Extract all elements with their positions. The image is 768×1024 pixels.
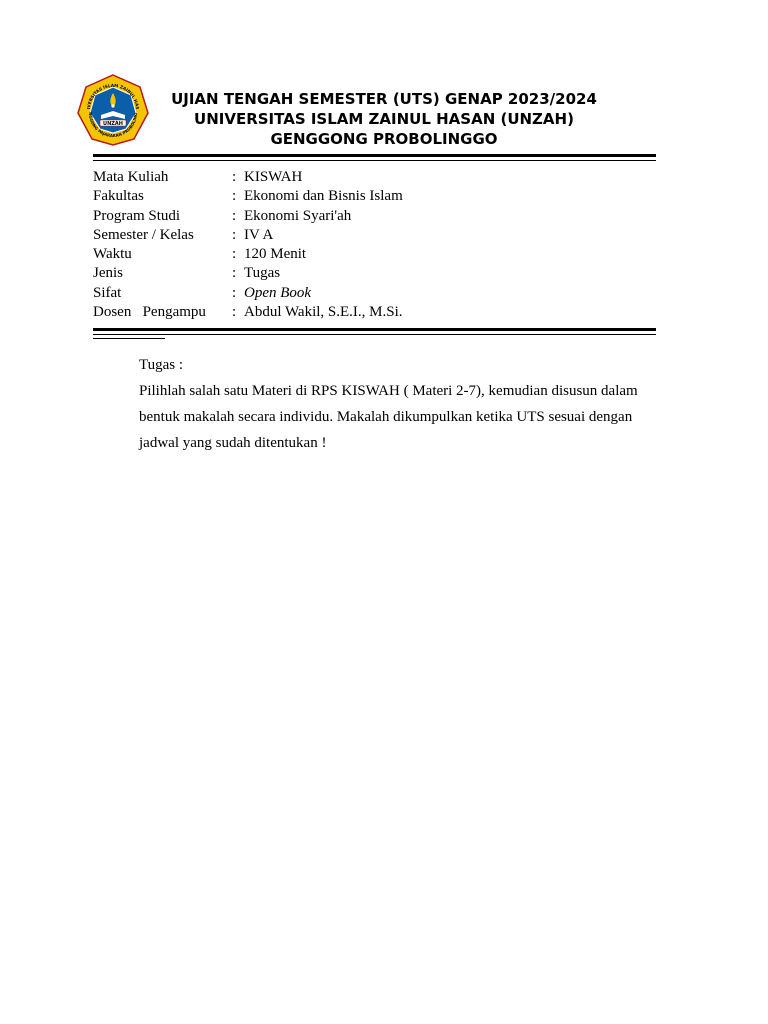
info-row bbox=[93, 207, 403, 226]
info-row bbox=[93, 284, 403, 303]
task-instructions bbox=[139, 352, 664, 456]
info-label: Program Studi bbox=[93, 207, 181, 224]
info-separator: : bbox=[232, 207, 237, 224]
logo-text-top: IVERSITAS ISLAM ZAINUL HAS bbox=[86, 82, 141, 110]
info-separator: : bbox=[232, 188, 237, 205]
logo-text-center: UNZAH bbox=[103, 120, 123, 127]
course-info-table bbox=[93, 168, 403, 322]
info-value: Abdul Wakil, S.E.I., M.Si. bbox=[244, 304, 403, 321]
info-separator: : bbox=[232, 226, 237, 243]
logo-star-icon bbox=[111, 104, 114, 107]
info-value: KISWAH bbox=[244, 169, 303, 185]
info-separator: : bbox=[232, 246, 237, 263]
info-row bbox=[93, 187, 403, 206]
info-value: Open Book bbox=[244, 284, 312, 301]
info-label: Sifat bbox=[93, 284, 122, 301]
info-row bbox=[93, 226, 403, 245]
info-separator: : bbox=[232, 284, 237, 301]
info-divider-thin bbox=[93, 334, 656, 335]
info-divider-thick bbox=[93, 328, 656, 331]
info-label: Fakultas bbox=[93, 188, 144, 205]
info-separator: : bbox=[232, 304, 237, 321]
task-line: Pilihlah salah satu Materi di RPS KISWAH ( Materi 2-7), kemudian disusun dalam bbox=[139, 383, 638, 399]
info-divider-short bbox=[93, 338, 165, 339]
info-value: Ekonomi dan Bisnis Islam bbox=[244, 188, 403, 205]
info-row bbox=[93, 303, 403, 322]
task-line: bentuk makalah secara individu. Makalah dikumpulkan ketika UTS sesuai dengan bbox=[139, 409, 633, 425]
info-label: Mata Kuliah bbox=[93, 169, 169, 185]
info-label: Jenis bbox=[93, 265, 123, 282]
info-row bbox=[93, 264, 403, 283]
header-divider-thick bbox=[93, 154, 656, 157]
info-row bbox=[93, 168, 403, 187]
info-separator: : bbox=[232, 169, 237, 185]
task-line: jadwal yang sudah ditentukan ! bbox=[139, 435, 327, 451]
exam-header bbox=[150, 89, 618, 149]
header-divider-thin bbox=[93, 160, 656, 161]
task-heading: Tugas : bbox=[139, 357, 184, 373]
info-value: Tugas bbox=[244, 265, 281, 282]
university-logo bbox=[76, 73, 150, 147]
header-line-1: UJIAN TENGAH SEMESTER (UTS) GENAP 2023/2024 bbox=[171, 90, 597, 108]
info-value: 120 Menit bbox=[244, 246, 307, 263]
info-value: IV A bbox=[244, 226, 274, 243]
info-row bbox=[93, 245, 403, 264]
info-value: Ekonomi Syari'ah bbox=[244, 207, 352, 224]
info-label: Waktu bbox=[93, 246, 132, 263]
logo-text-bottom: NGGONG PAJARAKAN PROBOLING bbox=[87, 112, 139, 139]
info-separator: : bbox=[232, 265, 237, 282]
info-label: Semester / Kelas bbox=[93, 226, 194, 243]
header-line-2: UNIVERSITAS ISLAM ZAINUL HASAN (UNZAH) bbox=[194, 110, 574, 128]
header-line-3: GENGGONG PROBOLINGGO bbox=[270, 130, 498, 148]
info-label: Dosen Pengampu bbox=[93, 304, 206, 321]
